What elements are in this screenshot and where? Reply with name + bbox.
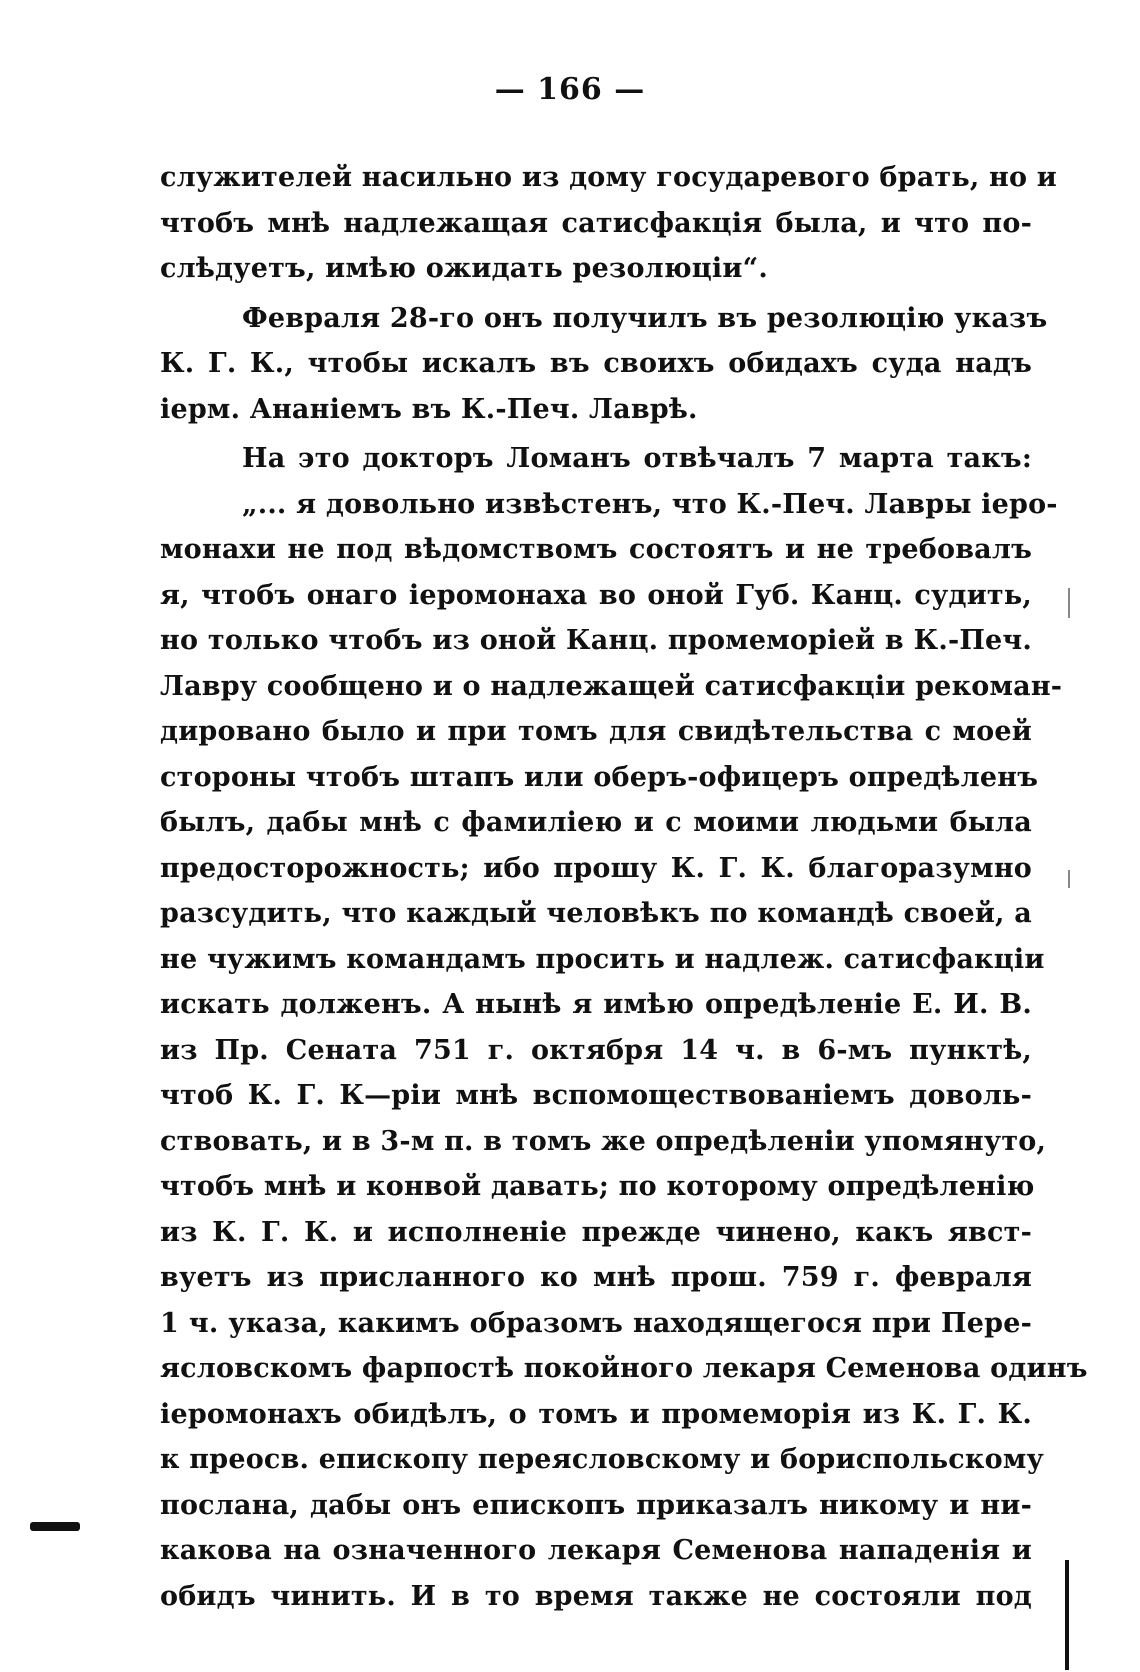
text-line: послана, дабы онъ епископъ приказалъ никому и ни-: [160, 1489, 1032, 1521]
text-line: чтобъ мнѣ и конвой давать; по которому опредѣленію: [160, 1171, 1035, 1202]
text-line: іерм. Ананіемъ въ К.-Печ. Лаврѣ.: [160, 393, 698, 425]
scan-mark-right-top: [1068, 588, 1070, 618]
text-line: я, чтобъ онаго іеромонаха во оной Губ. Канц. судить,: [160, 579, 1032, 611]
text-line: разсудить, что каждый человѣкъ по командѣ своей, а: [160, 898, 1032, 929]
text-line: чтоб К. Г. К—ріи мнѣ вспомоществованіемъ доволь-: [160, 1080, 1032, 1111]
text-line: к преосв. епископу переясловскому и бориспольскому: [160, 1444, 1044, 1475]
text-line: обидъ чинить. И в то время также не состояли под: [160, 1580, 1032, 1612]
text-line: монахи не под вѣдомствомъ состоятъ и не требовалъ: [160, 534, 1032, 565]
text-line: ствовать, и в 3-м п. в томъ же опредѣленіи упомянуто,: [160, 1125, 1047, 1157]
text-line: стороны чтобъ штапъ или оберъ-офицеръ опредѣленъ: [160, 761, 1039, 793]
scan-mark-right-middle: [1068, 870, 1070, 888]
body-text: [160, 155, 1088, 1619]
text-line: На это докторъ Ломанъ отвѣчалъ 7 марта такъ:: [242, 443, 1032, 474]
text-line: былъ, дабы мнѣ с фамиліею и с моими людьми была: [160, 807, 1032, 838]
text-line: из К. Г. К. и исполненіе прежде чинено, какъ явст-: [160, 1216, 1032, 1248]
text-line: слѣдуетъ, имѣю ожидать резолюціи“.: [160, 253, 768, 284]
scan-mark-left: [30, 1522, 80, 1531]
text-line: іеромонахъ обидѣлъ, о томъ и промеморія из К. Г. К.: [160, 1398, 1032, 1430]
text-line: вуетъ из присланного ко мнѣ прош. 759 г. февраля: [160, 1262, 1032, 1293]
text-line: какова на означенного лекаря Семенова нападенія и: [160, 1535, 1032, 1566]
text-line: Февраля 28-го онъ получилъ въ резолюцію указъ: [242, 302, 1048, 334]
text-line: предосторожность; ибо прошу К. Г. К. благоразумно: [160, 852, 1032, 884]
text-line: дировано было и при томъ для свидѣтельства с моей: [160, 716, 1032, 747]
text-line: „... я довольно извѣстенъ, что К.-Печ. Лавры іеро-: [242, 488, 1058, 520]
text-line: 1 ч. указа, какимъ образомъ находящегося при Пере-: [160, 1307, 1032, 1339]
text-line: искать долженъ. А нынѣ я имѣю опредѣленіе Е. И. В.: [160, 989, 1032, 1020]
text-line: ясловскомъ фарпостѣ покойного лекаря Семенова одинъ: [160, 1353, 1088, 1384]
page-number: — 166 —: [494, 72, 646, 107]
text-line: из Пр. Сената 751 г. октября 14 ч. в 6-мъ пунктѣ,: [160, 1034, 1032, 1066]
text-line: К. Г. К., чтобы искалъ въ своихъ обидахъ суда надъ: [160, 348, 1032, 379]
text-line: не чужимъ командамъ просить и надлеж. сатисфакціи: [160, 943, 1045, 975]
scan-mark-right-bottom: [1065, 1560, 1069, 1670]
text-line: но только чтобъ из оной Канц. промеморіей в К.-Печ.: [160, 625, 1032, 656]
text-line: Лавру сообщено и о надлежащей сатисфакціи рекоман-: [160, 670, 1063, 702]
text-line: чтобъ мнѣ надлежащая сатисфакція была, и что по-: [160, 207, 1032, 239]
text-line: служителей насильно из дому государевого брать, но и: [160, 162, 1058, 193]
